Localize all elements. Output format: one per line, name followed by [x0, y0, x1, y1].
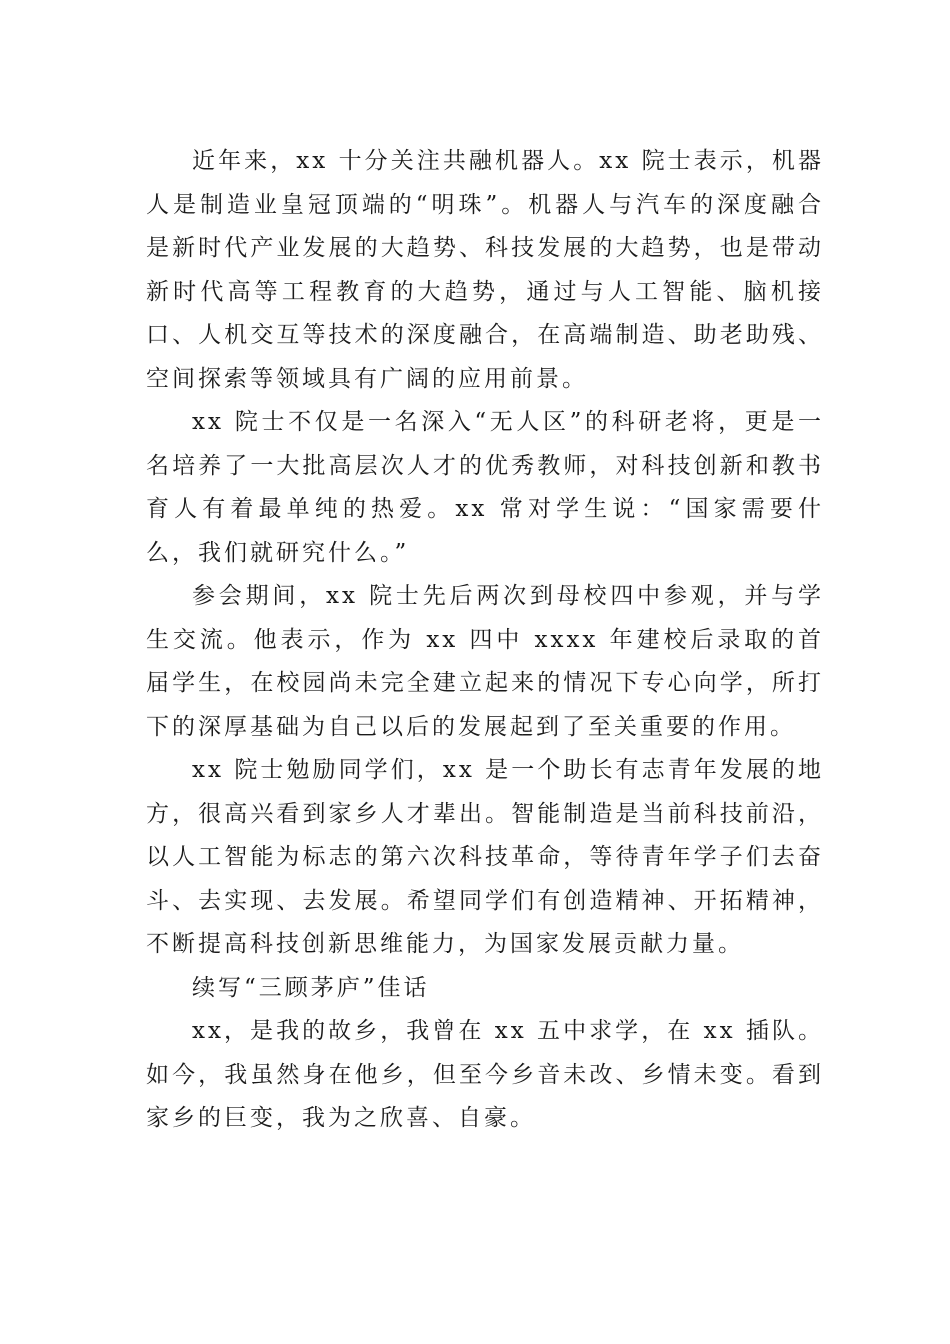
- paragraph-hometown: xx，是我的故乡，我曾在 xx 五中求学，在 xx 插队。如今，我虽然身在他乡，但至今乡音未改、乡情未变。看到家乡的巨变，我为之欣喜、自豪。: [146, 1018, 824, 1131]
- document-body: [146, 140, 824, 1141]
- paragraph-academician-teacher: xx 院士不仅是一名深入“无人区”的科研老将，更是一名培养了一大批高层次人才的优秀教师，对科技创新和教书育人有着最单纯的热爱。xx 常对学生说：“国家需要什么，我们就研究什么。”: [146, 409, 824, 566]
- section-subheading: 续写“三顾茅庐”佳话: [192, 974, 430, 1001]
- paragraph-robots: 近年来，xx 十分关注共融机器人。xx 院士表示，机器人是制造业皇冠顶端的“明珠”。机器人与汽车的深度融合是新时代产业发展的大趋势、科技发展的大趋势，也是带动新时代高等工程教育的大趋势，通过与人工智能、脑机接口、人机交互等技术的深度融合，在高端制造、助老助残、空间探索等领域具有广阔的应用前景。: [146, 148, 824, 392]
- paragraph-encouragement: xx 院士勉励同学们，xx 是一个助长有志青年发展的地方，很高兴看到家乡人才辈出。智能制造是当前科技前沿，以人工智能为标志的第六次科技革命，等待青年学子们去奋斗、去实现、去发展。希望同学们有创造精神、开拓精神，不断提高科技创新思维能力，为国家发展贡献力量。: [146, 757, 824, 957]
- paragraph-school-visit: 参会期间，xx 院士先后两次到母校四中参观，并与学生交流。他表示，作为 xx 四中 xxxx 年建校后录取的首届学生，在校园尚未完全建立起来的情况下专心向学，所打下的深厚基础为自己以后的发展起到了至关重要的作用。: [146, 583, 824, 740]
